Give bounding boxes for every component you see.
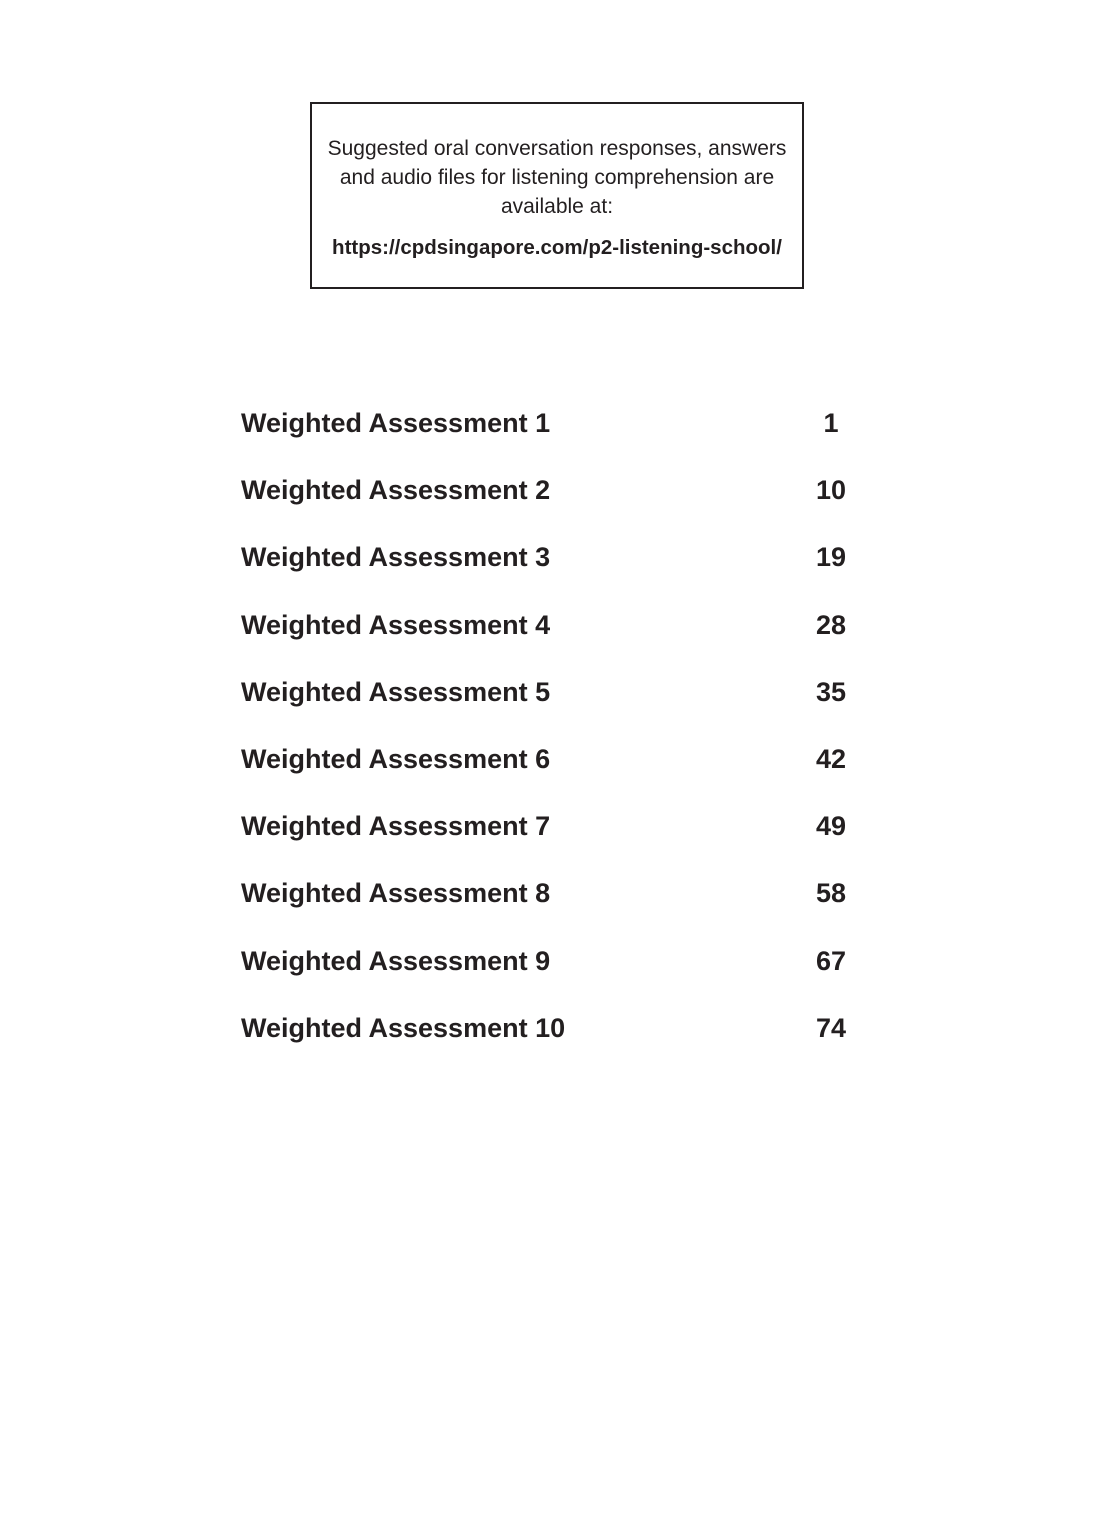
toc-entry[interactable]: [241, 995, 851, 1062]
toc-entry-title: Weighted Assessment 8: [241, 878, 551, 909]
toc-entry[interactable]: [241, 860, 851, 927]
toc-entry-page-number: 67: [815, 945, 847, 976]
toc-entry-page-number: 10: [815, 475, 847, 506]
toc-entry-title: Weighted Assessment 9: [241, 945, 551, 976]
toc-entry-page-number: 74: [815, 1012, 847, 1043]
toc-entry[interactable]: [241, 793, 851, 860]
toc-entry-title: Weighted Assessment 6: [241, 744, 551, 775]
toc-entry-title: Weighted Assessment 4: [241, 609, 551, 640]
toc-entry-title: Weighted Assessment 5: [241, 676, 551, 707]
toc-entry-title: Weighted Assessment 7: [241, 811, 551, 842]
resources-url-link[interactable]: https://cpdsingapore.com/p2-listening-school/: [332, 236, 782, 259]
toc-entry-page-number: 1: [823, 408, 839, 439]
toc-entry-page-number: 42: [815, 744, 847, 775]
table-of-contents: [241, 390, 851, 1062]
toc-entry[interactable]: [241, 457, 851, 524]
toc-entry[interactable]: [241, 726, 851, 793]
toc-entry-title: Weighted Assessment 1: [241, 408, 551, 439]
toc-entry-page-number: 49: [815, 811, 847, 842]
resources-notice-box: [310, 102, 804, 289]
toc-entry[interactable]: [241, 592, 851, 659]
toc-entry-page-number: 35: [815, 676, 847, 707]
toc-entry-page-number: 19: [815, 542, 847, 573]
toc-entry[interactable]: [241, 928, 851, 995]
toc-entry-page-number: 28: [815, 609, 847, 640]
toc-entry-page-number: 58: [815, 878, 847, 909]
toc-entry-title: Weighted Assessment 3: [241, 542, 551, 573]
toc-entry-title: Weighted Assessment 10: [241, 1012, 566, 1043]
toc-entry[interactable]: [241, 390, 851, 457]
toc-entry-title: Weighted Assessment 2: [241, 475, 551, 506]
toc-entry[interactable]: [241, 659, 851, 726]
toc-entry[interactable]: [241, 524, 851, 591]
notice-text: Suggested oral conversation responses, answers and audio files for listening comprehension are available at:: [327, 137, 787, 218]
